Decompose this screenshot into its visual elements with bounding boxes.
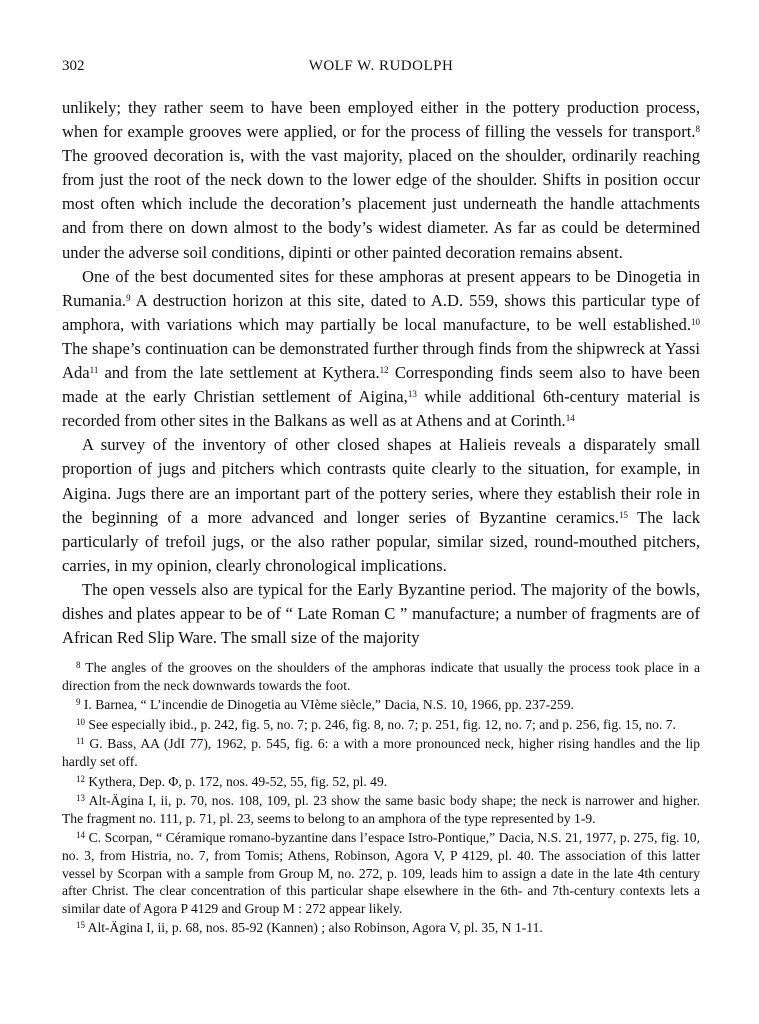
footnotes xyxy=(62,657,700,937)
footnote-number: 11 xyxy=(76,736,85,747)
paragraph-1-text: unlikely; they rather seem to have been employed either in the pottery production process, when for example grooves were applied, or for the process of filling the vessels for transport. xyxy=(62,98,700,142)
paragraph-3-text-a: A survey of the inventory of other closed shapes at Halieis reveals a disparately small proportion of jugs and pitchers which contrasts quite clearly to the situation, for example, in Aigina. Jugs there are an important part of the pottery series, where they establish their role in the beginning of a more advanced and longer series of Byzantine ceramics. xyxy=(62,435,700,527)
paragraph-2-text-d: and from the late settlement at Kythera. xyxy=(98,363,380,383)
body-text xyxy=(62,96,700,650)
footnote-number: 12 xyxy=(76,773,85,784)
footnote-text: Alt-Ägina I, ii, p. 68, nos. 85-92 (Kannen) ; also Robinson, Agora V, pl. 35, N 1-11. xyxy=(87,920,543,936)
footnote-ref-11[interactable]: 11 xyxy=(89,365,99,376)
footnote-number: 15 xyxy=(76,920,85,931)
page-number: 302 xyxy=(62,58,85,74)
footnote-14 xyxy=(62,827,700,917)
page-header xyxy=(62,58,700,82)
footnote-ref-12[interactable]: 12 xyxy=(379,365,389,376)
paragraph-1-text-b: The grooved decoration is, with the vast majority, placed on the shoulder, ordinarily reaching from just the root of the neck down to the lower edge of the shoulder. Shifts in position occur most often which include the decoration’s placement just underneath the handle attachments and from there on down almost to the body’s widest diameter. As far as could be determined under the adverse soil conditions, dipinti or other painted decoration remains absent. xyxy=(62,146,700,262)
footnote-ref-14[interactable]: 14 xyxy=(565,413,575,424)
footnote-11 xyxy=(62,733,700,770)
paragraph-3-text-b: The lack particularly of trefoil jugs, or the also rather popular, similar sized, round-mouthed pitchers, carries, in my opinion, clearly chronological implications. xyxy=(62,507,701,575)
paragraph-2 xyxy=(62,265,700,434)
paragraph-2-text-c: The shape’s continuation can be demonstrated further through finds from the shipwreck at Yassi Ada xyxy=(62,338,700,383)
footnote-text: The angles of the grooves on the shoulders of the amphoras indicate that usually the process took place in a direction from the neck downwards towards the foot. xyxy=(62,660,700,693)
footnote-text: Alt-Ägina I, ii, p. 70, nos. 108, 109, pl. 23 show the same basic body shape; the neck is narrower and higher. The fragment no. 111, p. 71, pl. 23, seems to belong to an amphora of the type represented by 1-9. xyxy=(62,793,700,826)
paragraph-1 xyxy=(62,96,700,265)
running-head: WOLF W. RUDOLPH xyxy=(308,58,454,74)
footnote-text: Kythera, Dep. Φ, p. 172, nos. 49-52, 55, fig. 52, pl. 49. xyxy=(88,773,388,789)
paragraph-2-text-a: One of the best documented sites for these amphoras at present appears to be Dinogetia in Rumania. xyxy=(62,266,700,310)
footnote-number: 14 xyxy=(76,830,85,841)
footnote-13 xyxy=(62,790,700,827)
paragraph-2-text-b: A destruction horizon at this site, dated to A.D. 559, shows this particular type of amphora, with variations which may partially be local manufacture, to be well established. xyxy=(62,290,700,334)
footnote-ref-8[interactable]: 8 xyxy=(695,124,700,135)
footnote-number: 8 xyxy=(76,660,81,670)
paragraph-4: The open vessels also are typical for the Early Byzantine period. The majority of the bowls, dishes and plates appear to be of “ Late Roman C ” manufacture; a number of fragments are of African Red Slip Ware. The small size of the majority xyxy=(62,579,700,648)
footnote-9 xyxy=(62,694,700,714)
footnote-8 xyxy=(62,657,700,694)
paragraph-2-text-f: while additional 6th-century material is recorded from other sites in the Balkans as well as at Athens and at Corinth. xyxy=(62,387,700,431)
footnote-number: 9 xyxy=(76,697,81,708)
footnote-15 xyxy=(62,917,700,937)
footnote-ref-15[interactable]: 15 xyxy=(618,509,628,520)
paragraph-3 xyxy=(62,433,700,578)
footnote-12 xyxy=(62,771,700,791)
footnote-number: 13 xyxy=(76,793,85,804)
footnote-number: 10 xyxy=(76,716,85,727)
footnote-ref-13[interactable]: 13 xyxy=(407,389,417,400)
footnote-ref-10[interactable]: 10 xyxy=(691,316,700,327)
footnote-text: I. Barnea, “ L’incendie de Dinogetia au VIème siècle,” Dacia, N.S. 10, 1966, pp. 237-259. xyxy=(83,697,574,713)
footnote-text: G. Bass, AA (JdI 77), 1962, p. 545, fig. 6: a with a more pronounced neck, higher rising handles and the lip hardly set off. xyxy=(62,736,700,769)
footnote-text: See especially ibid., p. 242, fig. 5, no. 7; p. 246, fig. 8, no. 7; p. 251, fig. 12, no. 7; and p. 256, fig. 15, no. 7. xyxy=(88,716,676,732)
footnote-text: C. Scorpan, “ Céramique romano-byzantine dans l’espace Istro-Pontique,” Dacia, N.S. 21, 1977, p. 275, fig. 10, no. 3, from Histria, no. 7, from Tomis; Athens, Robinson, Agora V, P 4129, pl. 40. The association of this latter vessel by Scorpan with a sample from Group M, no. 272, p. 109, leads him to assign a date in the late 4th century after Christ. The clear concentration of this particular shape elsewhere in the 6th- and 7th-century contexts lets a similar date of Agora P 4129 and Group M : 272 appear likely. xyxy=(62,830,700,916)
paragraph-2-text-e: Corresponding finds seem also to have been made at the early Christian settlement of Aigina, xyxy=(62,363,700,407)
footnote-ref-9[interactable]: 9 xyxy=(126,292,131,303)
footnote-10 xyxy=(62,714,700,734)
